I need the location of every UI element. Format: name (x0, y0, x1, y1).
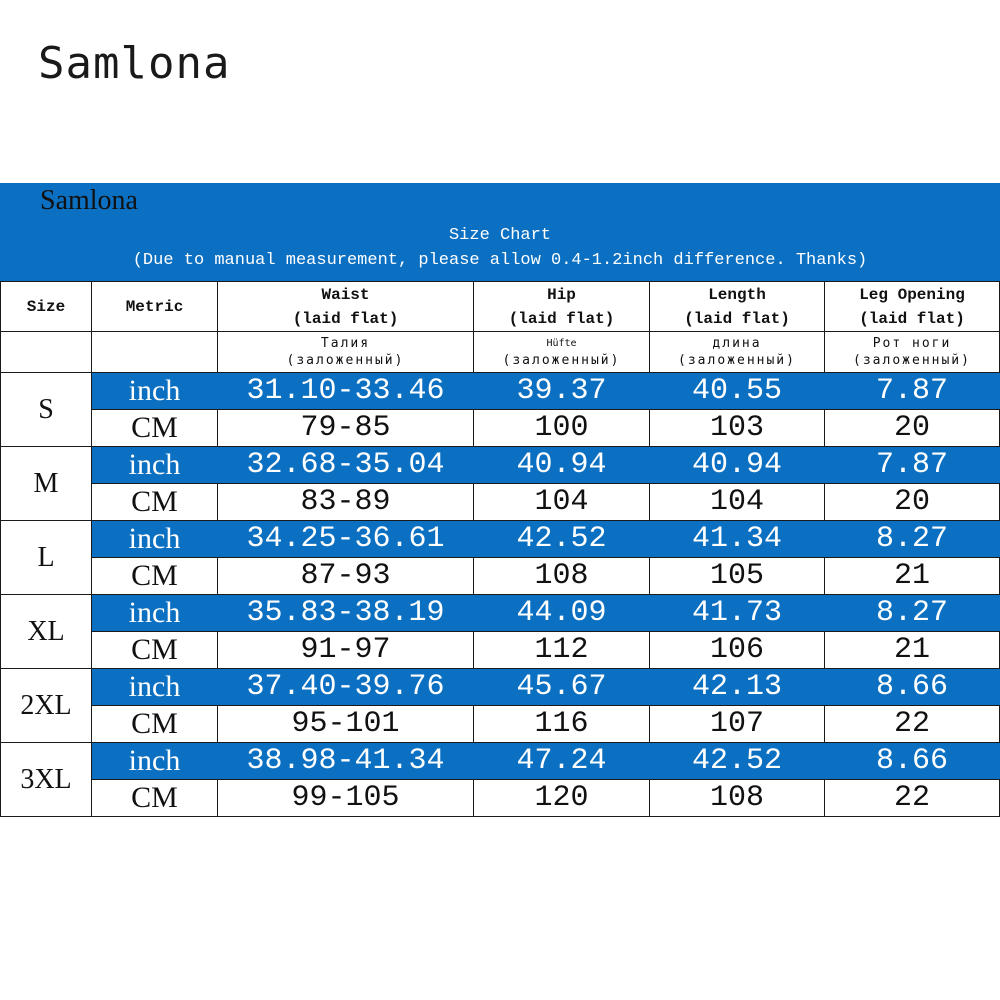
size-row-cm (1, 706, 1000, 743)
waist-cm-value: 87-93 (218, 558, 474, 595)
header-size: Size (1, 282, 92, 332)
size-label: L (1, 521, 92, 595)
size-row-cm (1, 410, 1000, 447)
waist-inch-value: 32.68-35.04 (218, 447, 474, 484)
unit-cm: CM (92, 484, 218, 521)
leg-opening-cm-value: 21 (825, 558, 1000, 595)
length-cm-value: 105 (650, 558, 825, 595)
size-row-cm (1, 632, 1000, 669)
unit-cm: CM (92, 632, 218, 669)
banner-brand: Samlona (40, 185, 138, 216)
leg-opening-cm-value: 20 (825, 484, 1000, 521)
subheader-empty (92, 332, 218, 373)
length-inch-value: 42.13 (650, 669, 825, 706)
subheader-hip: Hüfte (заложенный) (474, 332, 650, 373)
length-inch-value: 41.34 (650, 521, 825, 558)
header-metric: Metric (92, 282, 218, 332)
measurement-note: (Due to manual measurement, please allow 0.4-1.2inch difference. Thanks) (132, 251, 868, 270)
hip-cm-value: 116 (474, 706, 650, 743)
unit-cm: CM (92, 558, 218, 595)
hip-cm-value: 108 (474, 558, 650, 595)
leg-opening-inch-value: 8.66 (825, 743, 1000, 780)
size-label: 3XL (1, 743, 92, 817)
header-waist: Waist (laid flat) (218, 282, 474, 332)
unit-inch: inch (92, 743, 218, 780)
waist-inch-value: 37.40-39.76 (218, 669, 474, 706)
waist-inch-value: 31.10-33.46 (218, 373, 474, 410)
size-row-inch (1, 373, 1000, 410)
length-inch-value: 42.52 (650, 743, 825, 780)
subheader-empty (1, 332, 92, 373)
length-cm-value: 107 (650, 706, 825, 743)
waist-cm-value: 95-101 (218, 706, 474, 743)
hip-cm-value: 120 (474, 780, 650, 817)
size-label: M (1, 447, 92, 521)
length-inch-value: 40.94 (650, 447, 825, 484)
waist-cm-value: 91-97 (218, 632, 474, 669)
leg-opening-inch-value: 7.87 (825, 447, 1000, 484)
waist-inch-value: 38.98-41.34 (218, 743, 474, 780)
unit-cm: CM (92, 706, 218, 743)
size-row-cm (1, 484, 1000, 521)
leg-opening-inch-value: 8.27 (825, 595, 1000, 632)
waist-cm-value: 83-89 (218, 484, 474, 521)
unit-inch: inch (92, 521, 218, 558)
unit-cm: CM (92, 780, 218, 817)
waist-inch-value: 34.25-36.61 (218, 521, 474, 558)
brand-logo-text: Samlona (38, 38, 231, 89)
size-row-cm (1, 780, 1000, 817)
unit-inch: inch (92, 373, 218, 410)
leg-opening-cm-value: 21 (825, 632, 1000, 669)
unit-cm: CM (92, 410, 218, 447)
size-chart-banner (0, 183, 1000, 281)
hip-inch-value: 39.37 (474, 373, 650, 410)
chart-title: Size Chart (448, 226, 552, 245)
size-label: 2XL (1, 669, 92, 743)
hip-inch-value: 45.67 (474, 669, 650, 706)
length-cm-value: 104 (650, 484, 825, 521)
hip-cm-value: 104 (474, 484, 650, 521)
hip-inch-value: 42.52 (474, 521, 650, 558)
leg-opening-inch-value: 8.27 (825, 521, 1000, 558)
size-row-inch (1, 521, 1000, 558)
header-hip: Hip (laid flat) (474, 282, 650, 332)
waist-cm-value: 99-105 (218, 780, 474, 817)
size-row-inch (1, 447, 1000, 484)
header-row (1, 282, 1000, 332)
unit-inch: inch (92, 447, 218, 484)
size-row-cm (1, 558, 1000, 595)
size-label: XL (1, 595, 92, 669)
header-length: Length (laid flat) (650, 282, 825, 332)
subheader-leg-opening: Рот ноги (заложенный) (825, 332, 1000, 373)
unit-inch: inch (92, 669, 218, 706)
subheader-length: длина (заложенный) (650, 332, 825, 373)
hip-inch-value: 47.24 (474, 743, 650, 780)
size-row-inch (1, 743, 1000, 780)
length-cm-value: 106 (650, 632, 825, 669)
length-cm-value: 108 (650, 780, 825, 817)
subheader-waist: Талия (заложенный) (218, 332, 474, 373)
size-row-inch (1, 595, 1000, 632)
length-inch-value: 40.55 (650, 373, 825, 410)
hip-inch-value: 44.09 (474, 595, 650, 632)
size-label: S (1, 373, 92, 447)
unit-inch: inch (92, 595, 218, 632)
leg-opening-cm-value: 22 (825, 706, 1000, 743)
subheader-row (1, 332, 1000, 373)
waist-inch-value: 35.83-38.19 (218, 595, 474, 632)
length-inch-value: 41.73 (650, 595, 825, 632)
leg-opening-cm-value: 22 (825, 780, 1000, 817)
length-cm-value: 103 (650, 410, 825, 447)
waist-cm-value: 79-85 (218, 410, 474, 447)
hip-cm-value: 100 (474, 410, 650, 447)
size-chart-table (0, 281, 1000, 817)
leg-opening-inch-value: 8.66 (825, 669, 1000, 706)
hip-cm-value: 112 (474, 632, 650, 669)
leg-opening-inch-value: 7.87 (825, 373, 1000, 410)
hip-inch-value: 40.94 (474, 447, 650, 484)
header-leg-opening: Leg Opening (laid flat) (825, 282, 1000, 332)
size-row-inch (1, 669, 1000, 706)
leg-opening-cm-value: 20 (825, 410, 1000, 447)
